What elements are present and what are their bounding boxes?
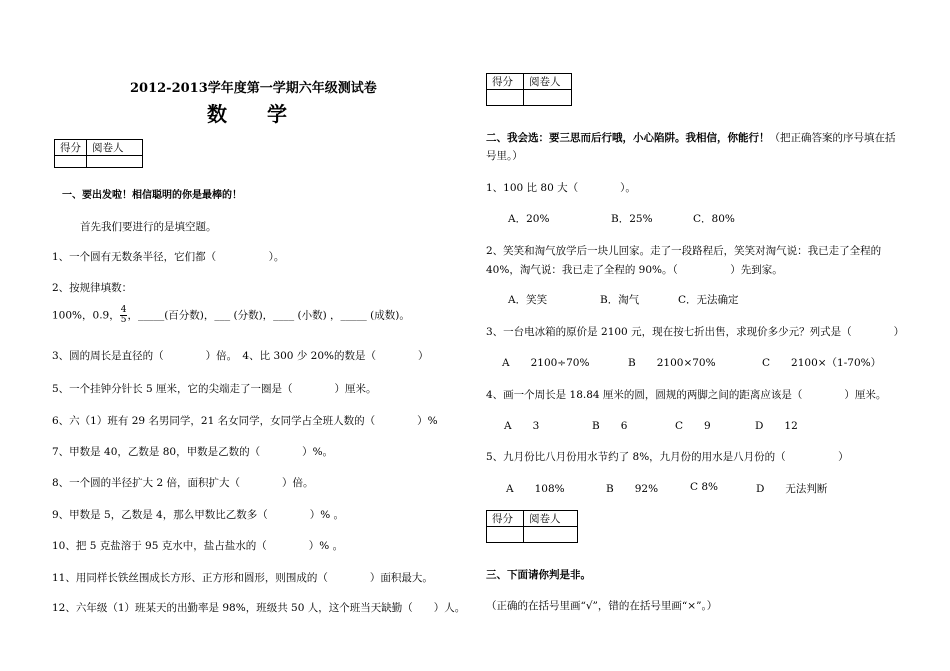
section-2-heading: 二、我会选：要三思而后行哦，小心陷阱。我相信，你能行！（把正确答案的序号填在括 [486, 132, 896, 144]
mc-question-3: 3、一台电冰箱的原价是 2100 元，现在按七折出售，求现价多少元？列式是（ ） [486, 326, 905, 338]
section-3-heading: 三、下面请你判是非。 [486, 569, 591, 581]
score-cell[interactable] [55, 156, 87, 168]
section-1-intro: 首先我们要进行的是填空题。 [80, 221, 217, 233]
grader-cell[interactable] [524, 527, 578, 543]
score-table-2 [486, 73, 572, 106]
mc-question-2-line1: 2、笑笑和淘气放学后一块儿回家。走了一段路程后，笑笑对淘气说：我已走了全程的 [486, 245, 882, 257]
question-3-4: 3、圆的周长是直径的（ ）倍。 4、比 300 少 20%的数是（ ） [52, 350, 429, 362]
question-10: 10、把 5 克盐溶于 95 克水中，盐占盐水的（ ）% 。 [52, 540, 344, 552]
mc-q5-option-c[interactable]: C 8% [690, 481, 719, 493]
mc-q1-option-a[interactable]: A．20% [508, 213, 550, 225]
question-7: 7、甲数是 40，乙数是 80，甲数是乙数的（ ）%。 [52, 446, 334, 458]
section-1-heading: 一、要出发啦！相信聪明的你是最棒的！ [62, 190, 242, 201]
score-label: 得分 [487, 511, 524, 527]
question-2: 2、按规律填数： [52, 282, 133, 294]
question-8: 8、一个圆的半径扩大 2 倍，面积扩大（ ）倍。 [52, 477, 314, 489]
mc-q3-option-c[interactable]: C 2100×（1-70%） [762, 357, 882, 369]
mc-q4-option-c[interactable]: C 9 [675, 420, 711, 432]
fraction-four-fifths: $\frac{4}{5}$ [120, 305, 127, 325]
grader-label: 阅卷人 [87, 140, 143, 156]
score-table-3 [486, 510, 578, 543]
score-label: 得分 [55, 140, 87, 156]
mc-question-1: 1、100 比 80 大（ ）。 [486, 182, 636, 194]
mc-q4-option-a[interactable]: A 3 [504, 420, 540, 432]
sequence-prefix: 100%，0.9， [52, 309, 120, 322]
sequence-suffix: ，_____(百分数)，___ (分数)，____ (小数) ，_____ (成数)。 [127, 309, 410, 322]
score-label: 得分 [487, 74, 524, 90]
score-cell[interactable] [487, 90, 524, 106]
question-6: 6、六（1）班有 29 名男同学，21 名女同学，女同学占全班人数的（ ）% [52, 415, 438, 427]
grader-label: 阅卷人 [524, 74, 572, 90]
mc-q2-option-c[interactable]: C．无法确定 [678, 294, 739, 306]
mc-q5-option-b[interactable]: B 92% [606, 483, 659, 495]
section-2-heading-line2: 号里。） [486, 150, 523, 162]
mc-q3-option-b[interactable]: B 2100×70% [628, 357, 716, 369]
mc-q2-option-b[interactable]: B．淘气 [600, 294, 640, 306]
question-12: 12、六年级（1）班某天的出勤率是 98%，班级共 50 人，这个班当天缺勤（ ）人。 [52, 602, 466, 614]
grader-cell[interactable] [524, 90, 572, 106]
question-1: 1、一个圆有无数条半径，它们都（ ）。 [52, 251, 285, 263]
subject-title: 数 学 [207, 102, 287, 126]
question-2-sequence [52, 306, 410, 325]
section-3-note: （正确的在括号里画“√”，错的在括号里画“×”。） [486, 600, 718, 612]
mc-question-5: 5、九月份比八月份用水节约了 8%，九月份的用水是八月份的（ ） [486, 451, 849, 463]
grader-label: 阅卷人 [524, 511, 578, 527]
score-table-1 [54, 139, 143, 168]
mc-q2-option-a[interactable]: A．笑笑 [508, 294, 548, 306]
question-11: 11、用同样长铁丝围成长方形、正方形和圆形，则围成的（ ）面积最大。 [52, 572, 433, 584]
mc-q1-option-b[interactable]: B．25% [611, 213, 653, 225]
mc-question-4: 4、画一个周长是 18.84 厘米的圆，圆规的两脚之间的距离应该是（ ）厘米。 [486, 389, 887, 401]
question-5: 5、一个挂钟分针长 5 厘米，它的尖端走了一圈是（ ）厘米。 [52, 383, 377, 395]
mc-q1-option-c[interactable]: C．80% [693, 213, 735, 225]
mc-q4-option-b[interactable]: B 6 [592, 420, 628, 432]
mc-question-2-line2: 40%，淘气说：我已走了全程的 90%。（ ）先到家。 [486, 264, 783, 276]
mc-q5-option-d[interactable]: D 无法判断 [756, 483, 828, 495]
grader-cell[interactable] [87, 156, 143, 168]
score-cell[interactable] [487, 527, 524, 543]
exam-title: 2012-2013学年度第一学期六年级测试卷 [130, 81, 377, 96]
question-9: 9、甲数是 5，乙数是 4，那么甲数比乙数多（ ）% 。 [52, 509, 345, 521]
mc-q5-option-a[interactable]: A 108% [506, 483, 565, 495]
mc-q4-option-d[interactable]: D 12 [755, 420, 798, 432]
mc-q3-option-a[interactable]: A 2100÷70% [502, 357, 590, 369]
